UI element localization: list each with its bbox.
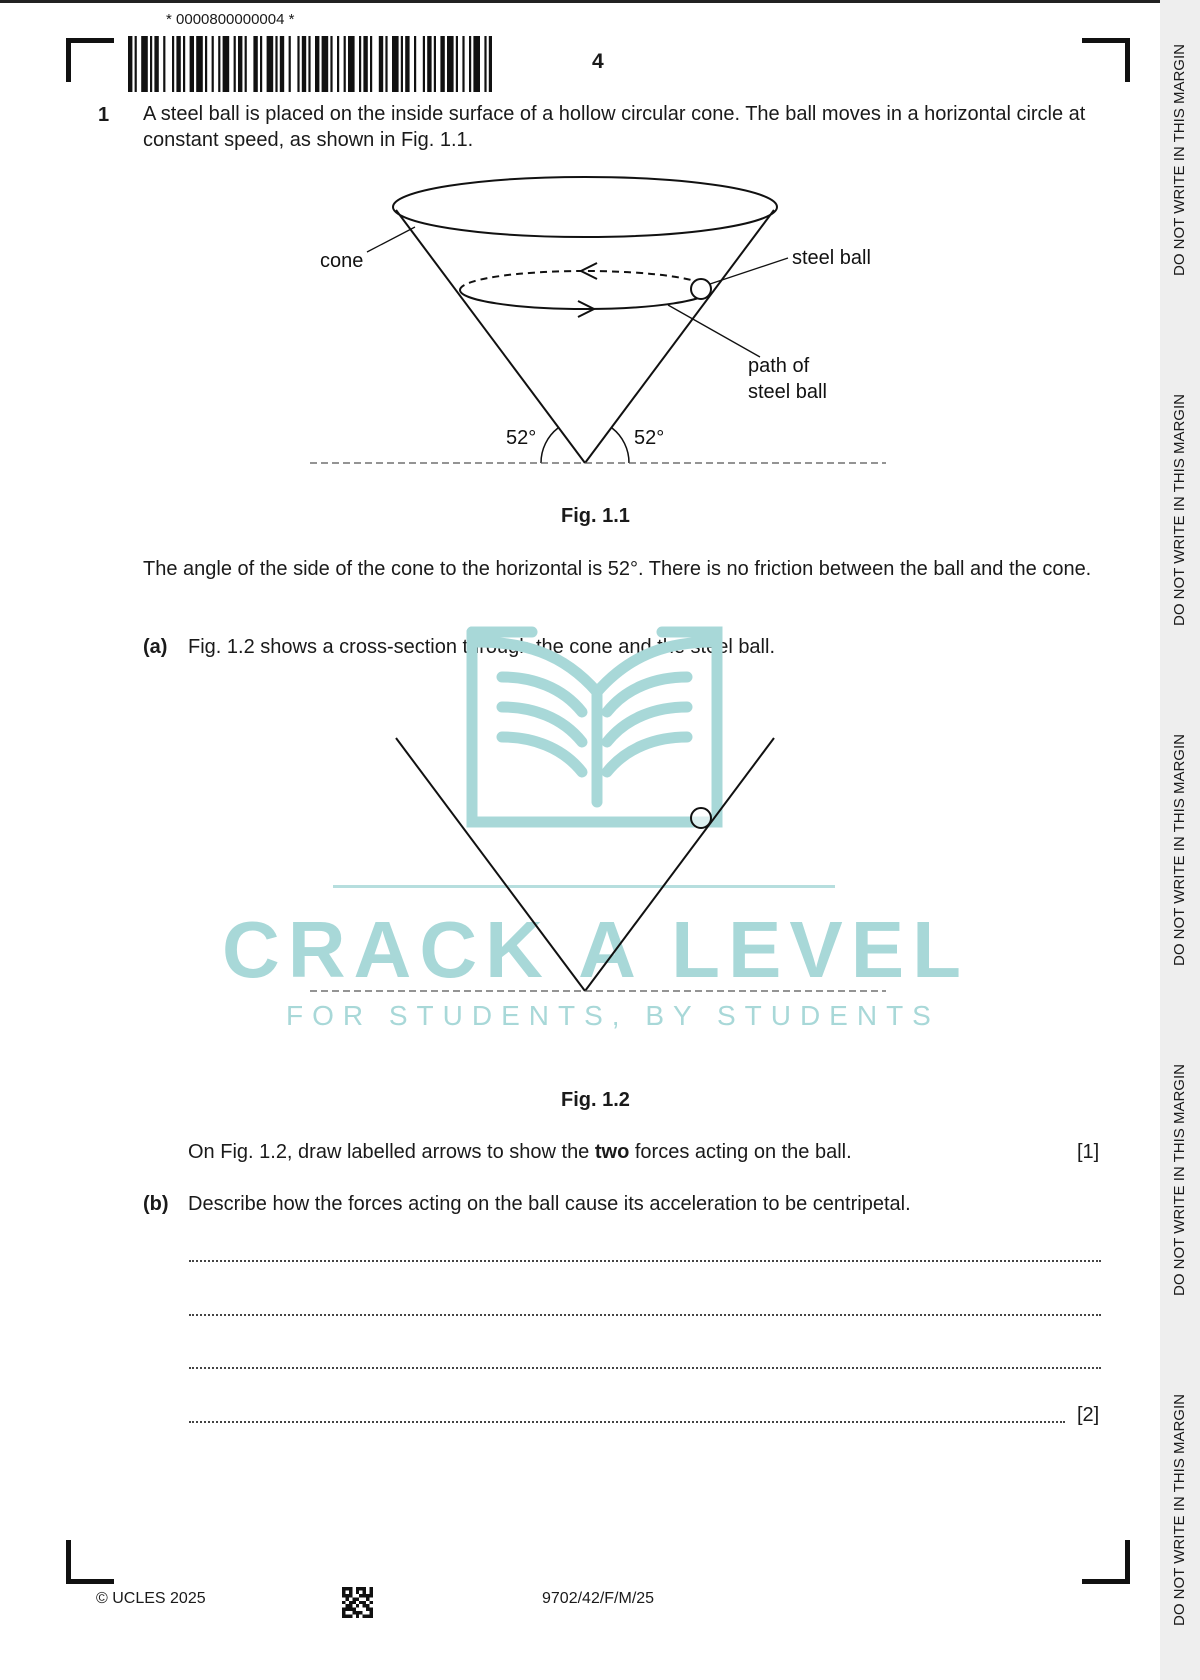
label-steel-ball: steel ball <box>792 247 871 269</box>
barcode-bar <box>456 36 458 92</box>
qr-code <box>342 1587 373 1618</box>
barcode-bar <box>141 36 148 92</box>
margin-notice: DO NOT WRITE IN THIS MARGIN <box>1171 734 1188 966</box>
barcode-bar <box>289 36 291 92</box>
qr-module <box>363 1601 366 1604</box>
barcode-bar <box>330 36 332 92</box>
qr-module <box>342 1611 345 1614</box>
ball-leader <box>710 258 788 284</box>
barcode-bar <box>405 36 409 92</box>
answer-line[interactable] <box>189 1367 1101 1369</box>
qr-module <box>356 1590 359 1593</box>
barcode-bar <box>348 36 355 92</box>
qr-module <box>342 1601 345 1604</box>
barcode-bar <box>484 36 486 92</box>
qr-module <box>345 1608 348 1611</box>
fig1-caption: Fig. 1.1 <box>561 505 630 527</box>
qr-module <box>370 1608 373 1611</box>
instruction-post: forces acting on the ball. <box>629 1141 852 1163</box>
margin-notice: DO NOT WRITE IN THIS MARGIN <box>1171 1064 1188 1296</box>
qr-module <box>352 1611 355 1614</box>
steel-ball <box>691 279 711 299</box>
barcode-bar <box>196 36 203 92</box>
path-leader <box>668 305 760 357</box>
watermark-subtitle: FOR STUDENTS, BY STUDENTS <box>286 1000 940 1031</box>
qr-module <box>345 1597 348 1600</box>
part-b-label: (b) <box>143 1193 169 1215</box>
barcode-bar <box>363 36 367 92</box>
corner-mark-bottom-left <box>66 1579 114 1584</box>
part-a-text: Fig. 1.2 shows a cross-section through the cone and the steel ball. <box>188 636 776 658</box>
barcode-bar <box>275 36 277 92</box>
qr-module <box>349 1590 352 1593</box>
barcode-bar <box>223 36 230 92</box>
qr-module <box>370 1611 373 1614</box>
qr-module <box>366 1608 369 1611</box>
qr-module <box>342 1587 345 1590</box>
qr-module <box>349 1594 352 1597</box>
qr-module <box>342 1590 345 1593</box>
barcode-bar <box>260 36 262 92</box>
barcode-bar <box>322 36 329 92</box>
barcode-bar <box>154 36 158 92</box>
corner-mark-top-right <box>1082 38 1130 43</box>
instruction-bold: two <box>594 1141 630 1163</box>
corner-mark-top-left <box>66 38 71 82</box>
barcode-bar <box>401 36 403 92</box>
path-front <box>460 290 710 309</box>
label-angle-right: 52° <box>634 427 665 449</box>
paper-code: 9702/42/F/M/25 <box>542 1590 655 1607</box>
barcode-bar <box>280 36 284 92</box>
barcode-bar <box>245 36 247 92</box>
barcode-bar <box>462 36 464 92</box>
qr-module <box>356 1611 359 1614</box>
qr-module <box>359 1587 362 1590</box>
answer-line[interactable] <box>189 1314 1101 1316</box>
figure-1-1 <box>300 170 900 480</box>
answer-line[interactable] <box>189 1421 1065 1423</box>
question-number: 1 <box>98 104 110 126</box>
qr-module <box>345 1615 348 1618</box>
qr-module <box>349 1608 352 1611</box>
cone-leader <box>367 227 415 252</box>
margin-notice: DO NOT WRITE IN THIS MARGIN <box>1171 1394 1188 1626</box>
cone-section-left <box>396 738 585 991</box>
answer-line[interactable] <box>189 1260 1101 1262</box>
qr-module <box>363 1587 366 1590</box>
angle-arc-left <box>541 428 558 463</box>
page-number: 4 <box>592 50 604 73</box>
part-b-text: Describe how the forces acting on the ball cause its acceleration to be centripetal. <box>188 1193 911 1215</box>
barcode-bar <box>135 36 137 92</box>
qr-module <box>349 1615 352 1618</box>
qr-module <box>352 1597 355 1600</box>
barcode-bar <box>128 36 132 92</box>
qr-module <box>370 1615 373 1618</box>
qr-module <box>366 1615 369 1618</box>
watermark-title: CRACK A LEVEL <box>222 905 969 994</box>
barcode-bar <box>385 36 387 92</box>
barcode-bar <box>190 36 194 92</box>
qr-module <box>352 1608 355 1611</box>
part-a-marks: [1] <box>1077 1141 1100 1163</box>
qr-module <box>370 1601 373 1604</box>
part-b-marks: [2] <box>1077 1404 1100 1426</box>
cone-side-left <box>396 210 585 463</box>
qr-module <box>349 1587 352 1590</box>
margin-strip <box>1160 0 1200 1680</box>
angle-statement: The angle of the side of the cone to the horizontal is 52°. There is no friction between the ball and the cone. <box>143 558 1092 580</box>
barcode-bar <box>267 36 274 92</box>
barcode-bar <box>370 36 372 92</box>
qr-module <box>366 1594 369 1597</box>
corner-mark-bottom-right <box>1125 1540 1130 1584</box>
qr-module <box>342 1615 345 1618</box>
qr-module <box>370 1587 373 1590</box>
corner-mark-top-left <box>66 38 114 43</box>
corner-mark-bottom-right <box>1082 1579 1130 1584</box>
cone-rim <box>393 177 777 237</box>
barcode-bar <box>440 36 444 92</box>
label-cone: cone <box>320 250 364 272</box>
barcode-bar <box>344 36 346 92</box>
part-a-label: (a) <box>143 636 168 658</box>
barcode-bar <box>297 36 299 92</box>
barcode-bar <box>392 36 399 92</box>
qr-module <box>359 1601 362 1604</box>
barcode-bar <box>308 36 310 92</box>
margin-notice: DO NOT WRITE IN THIS MARGIN <box>1171 394 1188 626</box>
qr-module <box>356 1587 359 1590</box>
barcode-bar <box>427 36 431 92</box>
qr-module <box>345 1594 348 1597</box>
question-intro: A steel ball is placed on the inside surface of a hollow circular cone. The ball moves in a horizontal circle at constant speed, as shown in Fig. 1.1. <box>143 103 1086 151</box>
barcode-bar <box>473 36 480 92</box>
qr-module <box>359 1594 362 1597</box>
label-path-line2: steel ball <box>748 381 827 403</box>
barcode-bar <box>379 36 383 92</box>
barcode-bar <box>212 36 214 92</box>
barcode-bar <box>447 36 454 92</box>
qr-module <box>352 1601 355 1604</box>
barcode-bar <box>359 36 361 92</box>
qr-module <box>345 1587 348 1590</box>
qr-module <box>366 1604 369 1607</box>
qr-module <box>356 1597 359 1600</box>
qr-module <box>356 1615 359 1618</box>
barcode-bar <box>183 36 185 92</box>
barcode-bar <box>176 36 180 92</box>
qr-module <box>370 1594 373 1597</box>
barcode-bar <box>337 36 339 92</box>
barcode-bar <box>302 36 306 92</box>
corner-mark-top-right <box>1125 38 1130 82</box>
fig2-caption: Fig. 1.2 <box>561 1089 630 1111</box>
qr-module <box>342 1594 345 1597</box>
top-rule <box>0 0 1160 3</box>
qr-module <box>345 1604 348 1607</box>
copyright: © UCLES 2025 <box>96 1590 206 1607</box>
qr-module <box>363 1594 366 1597</box>
figure-1-2 <box>300 720 900 1000</box>
qr-module <box>342 1608 345 1611</box>
instruction-pre: On Fig. 1.2, draw labelled arrows to show the <box>188 1141 595 1163</box>
part-a-instruction <box>188 1139 1048 1165</box>
cone-section-right <box>585 738 774 991</box>
qr-module <box>349 1604 352 1607</box>
barcode-bar <box>234 36 236 92</box>
qr-module <box>349 1601 352 1604</box>
angle-arc-right <box>612 428 629 463</box>
qr-module <box>363 1604 366 1607</box>
barcode-bar <box>205 36 207 92</box>
barcode-bar <box>489 36 492 92</box>
barcode-bar <box>434 36 436 92</box>
qr-module <box>363 1615 366 1618</box>
barcode-text: * 0000800000004 * <box>166 11 295 28</box>
barcode-bar <box>253 36 257 92</box>
qr-module <box>359 1611 362 1614</box>
steel-ball-section <box>691 808 711 828</box>
qr-module <box>366 1597 369 1600</box>
cone-side-right <box>585 210 774 463</box>
barcode-bar <box>150 36 152 92</box>
qr-module <box>356 1604 359 1607</box>
barcode <box>128 36 492 92</box>
corner-mark-bottom-left <box>66 1540 71 1584</box>
label-path-line1: path of <box>748 355 810 377</box>
barcode-bar <box>414 36 416 92</box>
qr-module <box>363 1590 366 1593</box>
barcode-bar <box>315 36 319 92</box>
barcode-bar <box>218 36 220 92</box>
barcode-bar <box>163 36 165 92</box>
barcode-bar <box>238 36 242 92</box>
barcode-bar <box>423 36 425 92</box>
margin-notice: DO NOT WRITE IN THIS MARGIN <box>1171 44 1188 276</box>
barcode-bar <box>469 36 471 92</box>
label-angle-left: 52° <box>506 427 537 449</box>
qr-module <box>370 1590 373 1593</box>
barcode-bar <box>172 36 174 92</box>
